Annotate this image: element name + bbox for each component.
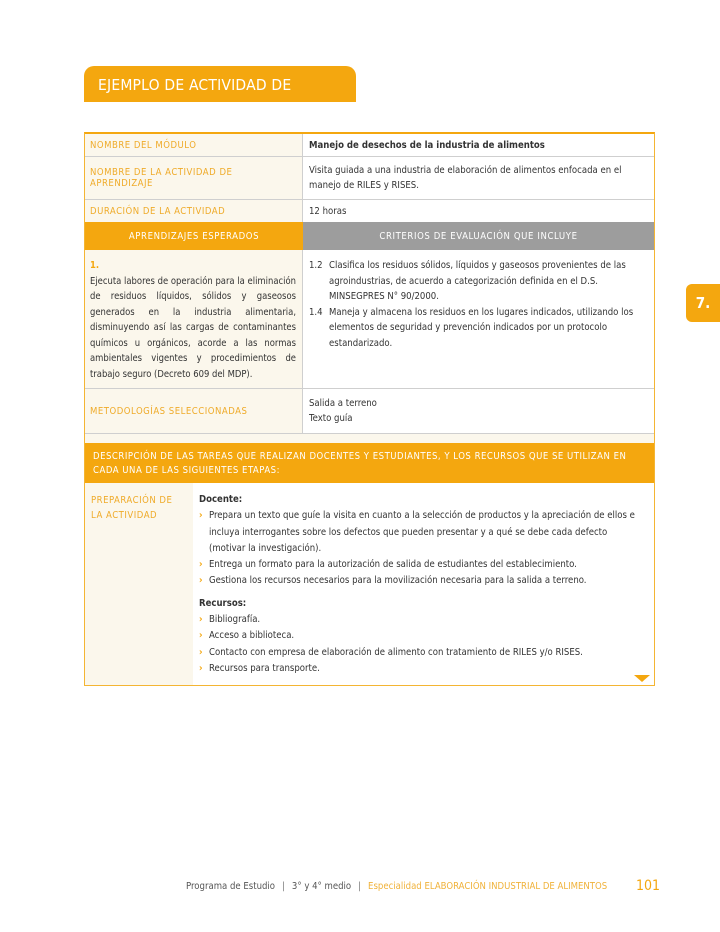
- metodologia-item: Salida a terreno: [309, 398, 377, 409]
- recurso-item-text: Contacto con empresa de elaboración de alimento con tratamiento de RILES y/o RISES.: [209, 646, 583, 658]
- recurso-item: [199, 661, 644, 677]
- recurso-item: [199, 612, 644, 628]
- footer-program: Programa de Estudio: [186, 880, 276, 892]
- criterios-header: CRITERIOS DE EVALUACIÓN QUE INCLUYE: [303, 222, 654, 250]
- activity-name-value: Visita guiada a una industria de elaboración de alimentos enfocada en el manejo de RILES y RISES.: [309, 165, 622, 191]
- aprendizaje-number: 1.: [90, 260, 100, 271]
- recurso-item-text: Acceso a biblioteca.: [209, 630, 295, 642]
- metodologias-value: [303, 389, 654, 433]
- metodologias-label: METODOLOGÍAS SELECCIONADAS: [85, 389, 303, 433]
- criterio-item: [309, 305, 646, 352]
- footer-separator: |: [358, 880, 362, 892]
- recurso-item: [199, 645, 644, 661]
- activity-name-label: NOMBRE DE LA ACTIVIDAD DE APRENDIZAJE: [85, 157, 303, 199]
- aprendizaje-cell: [85, 250, 303, 388]
- bullet-arrow-icon: ›: [199, 614, 203, 626]
- row-preparacion: [85, 483, 654, 685]
- aprendizaje-text: Ejecuta labores de operación para la eliminación de residuos líquidos, sólidos y gaseosos generados en la industria alimentaria, disminuyendo así las cargas de contaminantes químicos u orgánicos, acorde a las normas ambientales vigentes y procedimientos de trabajo seguro (Decreto 609 del MDP).: [90, 275, 296, 380]
- docente-title: Docente:: [199, 494, 243, 505]
- row-duration: [85, 200, 654, 222]
- duration-value: 12 horas: [309, 206, 347, 217]
- metodologia-item: Texto guía: [309, 413, 353, 424]
- chapter-tab: 7.: [686, 284, 720, 322]
- docente-item-text: Entrega un formato para la autorización de salida de estudiantes del establecimiento.: [209, 559, 577, 571]
- row-aprendizaje: [85, 250, 654, 389]
- docente-item-text: Prepara un texto que guíe la visita en cuanto a la selección de productos y la apreciación de ellos e incluya interrogantes sobre los defectos que pueden presentar y a qué se debe cada defecto (motivar la investigación).: [209, 510, 635, 554]
- preparacion-body: [193, 483, 654, 685]
- page-footer: [186, 878, 660, 894]
- bullet-arrow-icon: ›: [199, 646, 203, 658]
- columns-header: [85, 222, 654, 250]
- activity-example: [84, 66, 655, 686]
- bullet-arrow-icon: ›: [199, 662, 203, 674]
- activity-table: [84, 132, 655, 686]
- footer-level: 3° y 4° medio: [291, 880, 352, 892]
- recurso-item-text: Bibliografía.: [209, 614, 261, 626]
- bullet-arrow-icon: ›: [199, 630, 203, 642]
- aprendizajes-header: APRENDIZAJES ESPERADOS: [85, 222, 303, 250]
- preparacion-label: PREPARACIÓN DE LA ACTIVIDAD: [85, 483, 193, 685]
- criterios-cell: [303, 250, 654, 388]
- recurso-item-text: Recursos para transporte.: [209, 662, 320, 674]
- row-metodologias: [85, 389, 654, 434]
- docente-item-text: Gestiona los recursos necesarios para la movilización necesaria para la salida a terreno.: [209, 575, 587, 587]
- criterio-number: 1.2: [309, 260, 323, 271]
- bullet-arrow-icon: ›: [199, 575, 203, 587]
- descripcion-header: DESCRIPCIÓN DE LAS TAREAS QUE REALIZAN DOCENTES Y ESTUDIANTES, Y LOS RECURSOS QUE SE UTILIZAN EN CADA UNA DE LAS SIGUIENTES ETAPAS:: [85, 443, 654, 483]
- footer-separator: |: [282, 880, 285, 892]
- recurso-item: [199, 628, 644, 644]
- module-name-label: NOMBRE DEL MÓDULO: [85, 134, 303, 156]
- page-number: 101: [635, 878, 660, 894]
- recursos-title: Recursos:: [199, 597, 247, 609]
- spacer: [85, 434, 654, 443]
- continue-triangle-icon: [634, 675, 650, 682]
- criterio-number: 1.4: [309, 306, 323, 318]
- page-title: EJEMPLO DE ACTIVIDAD DE APRENDIZAJE: [84, 66, 356, 102]
- duration-label: DURACIÓN DE LA ACTIVIDAD: [85, 200, 303, 222]
- criterio-text: Maneja y almacena los residuos en los lugares indicados, utilizando los elementos de seguridad y prevención indicados por un protocolo estandarizado.: [329, 306, 634, 349]
- criterio-item: [309, 258, 646, 305]
- row-activity-name: [85, 157, 654, 200]
- footer-specialty: Especialidad ELABORACIÓN INDUSTRIAL DE ALIMENTOS: [368, 880, 608, 892]
- docente-item: [199, 557, 644, 573]
- bullet-arrow-icon: ›: [199, 559, 203, 571]
- row-module-name: [85, 134, 654, 157]
- criterio-text: Clasifica los residuos sólidos, líquidos y gaseosos provenientes de las agroindustrias, de acuerdo a categorización definida en el D.S. MINSEGPRES N° 90/2000.: [329, 260, 626, 302]
- bullet-arrow-icon: ›: [199, 510, 203, 522]
- module-name-value: Manejo de desechos de la industria de alimentos: [309, 140, 545, 151]
- docente-item: [199, 573, 644, 589]
- docente-item: [199, 508, 644, 557]
